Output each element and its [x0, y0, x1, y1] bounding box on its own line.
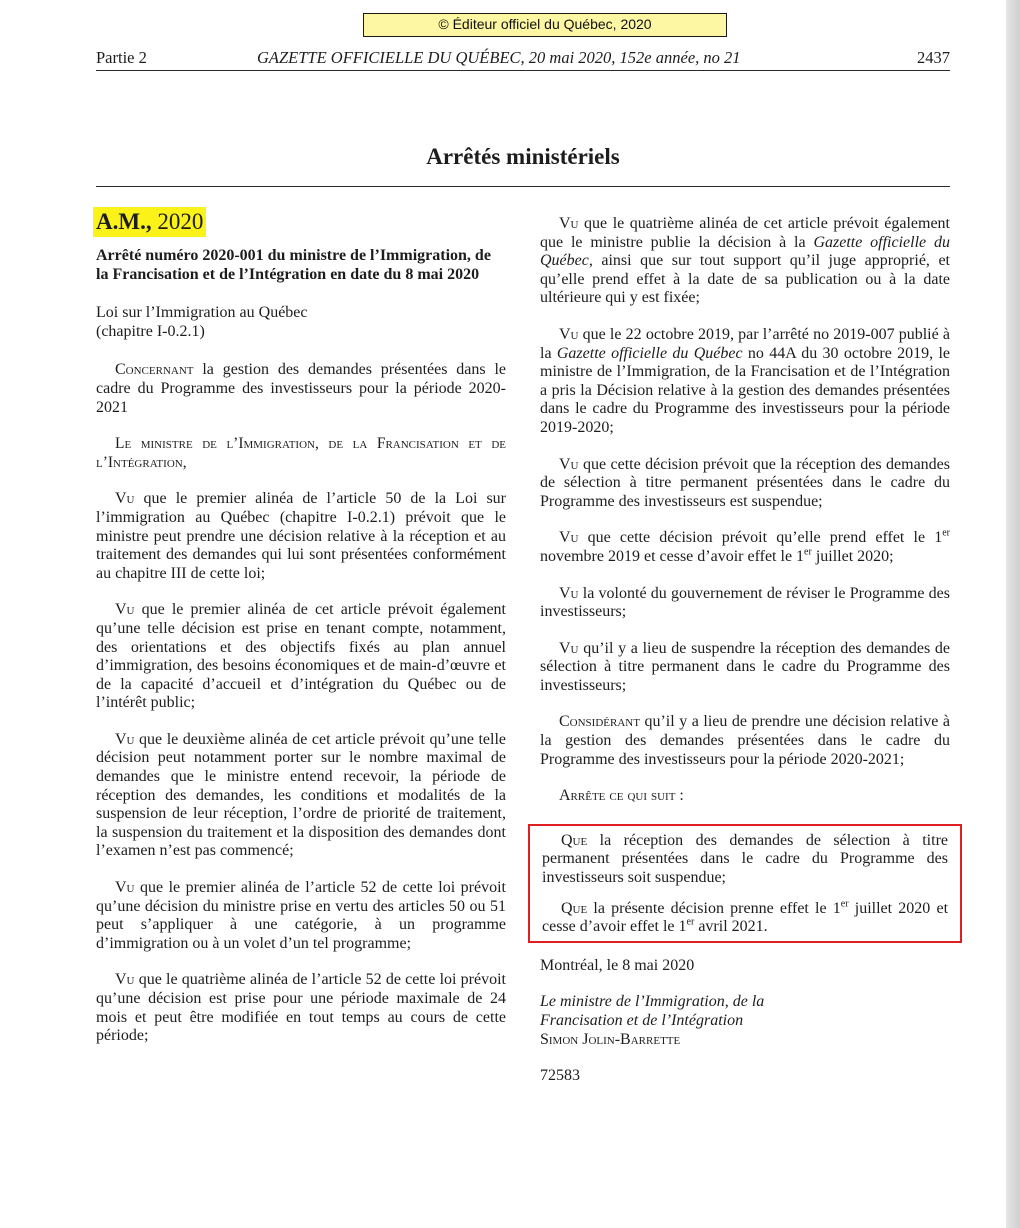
copyright-banner: © Éditeur officiel du Québec, 2020 — [363, 13, 727, 37]
que-text: juillet 2020 et cesse d’avoir effet le 1 — [542, 899, 949, 936]
law-name: Loi sur l’Immigration au Québec — [96, 304, 308, 322]
section-rule — [96, 186, 950, 187]
header-page-number: 2437 — [917, 48, 950, 67]
que-paragraph-1 — [542, 832, 948, 888]
vu-paragraph-10 — [540, 585, 950, 622]
header-part: Partie 2 — [96, 48, 147, 67]
ordinal-er: er — [804, 546, 812, 558]
vu-paragraph-5 — [96, 971, 506, 1045]
place-date: Montréal, le 8 mai 2020 — [540, 956, 695, 974]
vu-text: no 44A du 30 octobre 2019, le ministre de l’Immigration, de la Francisation et de l’Intégration a pris la Décision relative à la gestion des demandes présentées dans le cadre du Programme des investisseurs pour la période 2019-2020; — [540, 344, 951, 436]
vu-text: que cette décision prévoit qu’elle prend effet le 1 — [578, 529, 943, 547]
vu-text: que le deuxième alinéa de cet article prévoit qu’une telle décision peut notamment porter sur le nombre maximal de demandes que le ministre entend recevoir, la période de réception des demandes, les conditions et modalités de la suspension de leur réception, l’ordre de priorité de traitement, la suspension du traitement et la disposition des demandes dont l’examen n’est pas commencé; — [96, 730, 506, 860]
vu-text: que le quatrième alinéa de cet article prévoit également que le ministre publie la décision à la — [540, 215, 950, 251]
signature-title-2: Francisation et de l’Intégration — [540, 1012, 744, 1029]
arrete-line: Arrête ce qui suit : — [559, 787, 684, 805]
considerant-text: qu’il y a lieu de prendre une décision relative à la gestion des demandes présentées dans le cadre du Programme des investisseurs pour la période 2020-2021; — [540, 713, 950, 768]
vu-lead: Vu — [559, 215, 579, 232]
gazette-name: Gazette officielle du Québec — [540, 233, 950, 270]
vu-lead: Vu — [115, 490, 135, 508]
vu-lead: Vu — [115, 730, 135, 748]
ordinal-er: er — [840, 898, 849, 910]
que-text: la réception des demandes de sélection à titre permanent présentées dans le cadre du Programme des investisseurs soit suspendue; — [542, 831, 948, 887]
vu-paragraph-2 — [96, 601, 506, 713]
ordinal-er: er — [942, 527, 950, 539]
highlighted-decision-box — [528, 824, 962, 943]
running-header — [96, 48, 950, 70]
vu-paragraph-1 — [96, 490, 506, 583]
vu-paragraph-11 — [540, 640, 950, 696]
concernant-text: la gestion des demandes présentées dans le cadre du Programme des investisseurs pour la période 2020-2021 — [96, 361, 506, 416]
vu-paragraph-3 — [96, 731, 506, 861]
left-column — [96, 207, 506, 1064]
vu-text: novembre 2019 et cesse d’avoir effet le 1 — [540, 547, 805, 565]
vu-text: que le 22 octobre 2019, par l’arrêté no 2019-007 publié à la — [540, 325, 950, 362]
am-tag — [93, 207, 206, 237]
vu-text: la volonté du gouvernement de réviser le Programme des investisseurs; — [540, 584, 950, 621]
header-rule — [96, 70, 950, 71]
vu-paragraph-9 — [540, 529, 950, 566]
am-tag-bold: A.M., — [96, 209, 152, 234]
signature-name: Simon Jolin-Barrette — [540, 1030, 681, 1048]
right-column — [540, 215, 950, 1104]
signature-title-1: Le ministre de l’Immigration, de la — [540, 993, 765, 1011]
considerant-paragraph — [540, 713, 950, 769]
vu-text: que le premier alinéa de l’article 52 de cette loi prévoit qu’une décision du ministre prise en vertu des articles 50 ou 51 peut s’appliquer à une catégorie, à un programme d’immigration ou à un volet d’un tel programme; — [96, 879, 506, 952]
vu-lead: Vu — [559, 325, 579, 343]
que-lead: Que — [561, 899, 588, 917]
page-edge-shadow — [1006, 0, 1020, 1228]
que-text: la présente décision prenne effet le 1 — [587, 899, 841, 917]
vu-paragraph-7 — [540, 326, 950, 438]
header-publication: GAZETTE OFFICIELLE DU QUÉBEC, 20 mai 2020, 152e année, no 21 — [257, 48, 741, 67]
gazette-name: Gazette officielle du Québec — [556, 344, 743, 362]
vu-text: qu’il y a lieu de suspendre la réception des demandes de sélection à titre permanent dans le cadre du Programme des investisseurs; — [540, 639, 950, 694]
vu-lead: Vu — [115, 601, 135, 619]
vu-lead: Vu — [559, 455, 579, 473]
am-tag-year: 2020 — [151, 209, 204, 234]
section-title: Arrêtés ministériels — [426, 144, 620, 169]
vu-text: juillet 2020; — [811, 547, 894, 565]
ordinal-er: er — [686, 916, 695, 928]
concernant-lead: Concernant — [115, 361, 194, 379]
que-paragraph-2 — [542, 900, 948, 937]
que-text: avril 2021. — [694, 918, 768, 936]
vu-lead: Vu — [559, 584, 579, 602]
vu-text: que le premier alinéa de l’article 50 de la Loi sur l’immigration au Québec (chapitre I-0.2.1) prévoit que le ministre peut prendre une décision relative à la réception et au traitement des demandes qui lui sont présentées conformément au chapitre III de cette loi; — [96, 490, 506, 582]
vu-paragraph-8 — [540, 456, 950, 512]
vu-text: que le premier alinéa de cet article prévoit également qu’une telle décision est prise en tenant compte, notamment, des orientations et des objectifs fixés au plan annuel d’immigration, des besoins économiques et de main-d’œuvre et de la capacité d’accueil et d’intégration du Québec ou de l’intérêt public; — [96, 601, 506, 712]
vu-lead: Vu — [559, 529, 579, 547]
considerant-lead: Considérant — [559, 713, 640, 731]
vu-lead: Vu — [115, 879, 135, 897]
vu-text: , ainsi que sur tout support qu’il juge approprié, et qu’elle prend effet à la date de sa publication ou à la date ultérieure qui y est fixée; — [540, 252, 950, 307]
law-chapter: (chapitre I-0.2.1) — [96, 322, 205, 340]
vu-paragraph-6 — [540, 215, 950, 308]
signature-block — [540, 993, 950, 1049]
minister-line: Le ministre de l’Immigration, de la Francisation et de l’Intégration, — [96, 435, 506, 471]
vu-paragraph-4 — [96, 879, 506, 953]
arrete-title: Arrêté numéro 2020-001 du ministre de l’Immigration, de la Francisation et de l’Intégration en date du 8 mai 2020 — [96, 247, 491, 283]
concernant-paragraph — [96, 361, 506, 417]
vu-text: que cette décision prévoit que la réception des demandes de sélection à titre permanent présentées dans le cadre du Programme des investisseurs est suspendue; — [540, 455, 950, 510]
vu-lead: Vu — [115, 971, 135, 989]
vu-lead: Vu — [559, 639, 579, 657]
vu-text: que le quatrième alinéa de l’article 52 de cette loi prévoit qu’une décision est prise pour une période maximale de 24 mois et peut être modifiée en tout temps au cours de cette période; — [96, 971, 506, 1045]
law-reference — [96, 304, 506, 341]
que-lead: Que — [561, 831, 588, 849]
document-number: 72583 — [540, 1067, 580, 1085]
